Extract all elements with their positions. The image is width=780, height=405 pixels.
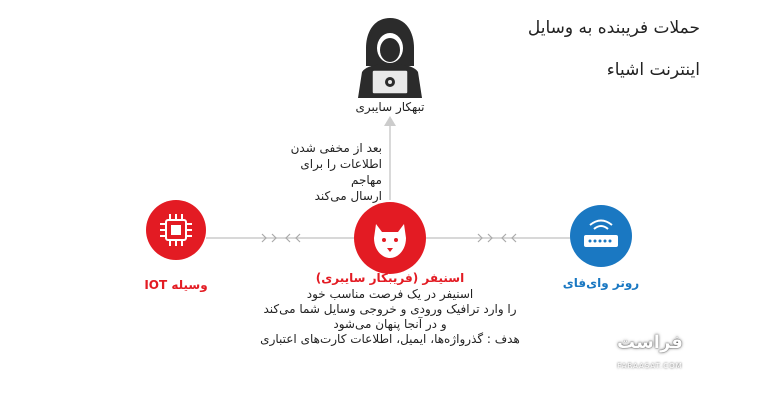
watermark-text: فراست [617, 332, 683, 353]
iot-label: وسیله IOT [144, 278, 208, 292]
sniffer-label: اسنیفر (فریبکار سایبری) [315, 271, 465, 285]
router-label: روتر وای‌فای [562, 276, 640, 290]
faraasat-logo-icon [700, 330, 730, 370]
hacker-icon [352, 14, 428, 98]
exfiltration-note [272, 140, 382, 204]
diagram-title-line1: حملات فریبنده به وسایل [527, 18, 700, 38]
dog-head-icon [354, 202, 426, 274]
note-line3: ارسال می‌کند [314, 189, 382, 203]
sniffer-node [354, 202, 426, 274]
diagram-title-line2: اینترنت اشیاء [606, 60, 700, 80]
desc-line3: و در آنجا پنهان می‌شود [333, 317, 447, 331]
chip-icon [146, 200, 206, 260]
sniffer-description [250, 287, 530, 347]
watermark-subtext: FARAASAT.COM [617, 362, 683, 370]
hacker-label: تبهکار سایبری [355, 100, 425, 114]
router-icon [570, 205, 632, 267]
note-line1: بعد از مخفی شدن [290, 141, 382, 155]
iot-node [146, 200, 206, 260]
note-line2: اطلاعات را برای مهاجم [300, 157, 382, 187]
desc-line4: هدف : گذرواژه‌ها، ایمیل، اطلاعات کارت‌های اعتباری [260, 332, 520, 346]
router-node [570, 205, 632, 267]
desc-line2: را وارد ترافیک ورودی و خروجی وسایل شما می‌کند [263, 302, 517, 316]
desc-line1: اسنیفر در یک فرصت مناسب خود [306, 287, 474, 301]
